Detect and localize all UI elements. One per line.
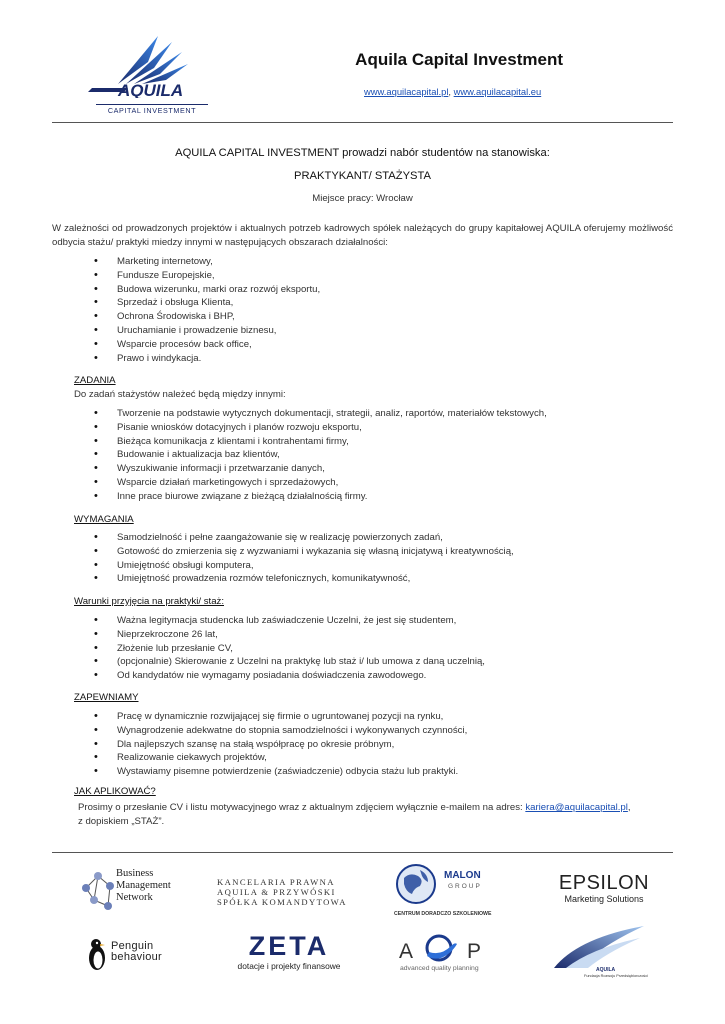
website-link-pl[interactable]: www.aquilacapital.pl [364,86,449,97]
list-item: • Umiejętność prowadzenia rozmów telefonicznych, komunikatywność, [94,572,684,586]
globe-icon [394,862,438,906]
company-name: Aquila Capital Investment [355,50,563,69]
malon-name: MALON [444,870,481,881]
malon-group-label: GROUP [448,883,482,890]
tasks-list [94,407,684,504]
foundation-name: AQUILA [596,967,616,973]
business-management-network-logo [80,866,190,918]
aqp-q-mark-icon [421,932,461,966]
website-links [364,86,541,97]
kancelaria-prawna-logo [217,877,357,907]
list-item: • Tworzenie na podstawie wytycznych dokumentacji, strategii, analiz, raportów, materiałów tekstowych, [94,407,684,421]
foundation-subtitle: Fundacja Rozwoju Przedsiębiorczości [584,974,648,978]
list-item: • Wyszukiwanie informacji i przetwarzanie danych, [94,462,684,476]
list-item: • Od kandydatów nie wymagamy posiadania doświadczenia zawodowego. [94,669,684,683]
list-item: • Wynagrodzenie adekwatne do stopnia samodzielności i wykonywanych czynności, [94,724,684,738]
website-link-eu[interactable]: www.aquilacapital.eu [453,86,542,97]
position-title: PRAKTYKANT/ STAŻYSTA [294,170,431,182]
list-item: • Ważna legitymacja studencka lub zaświadczenie Uczelni, że jest się studentem, [94,614,684,628]
list-item: • Umiejętność obsługi komputera, [94,559,684,573]
bmn-line: Network [116,892,153,903]
intro-paragraph: W zależności od prowadzonych projektów i aktualnych potrzeb kadrowych spółek należących do grupy kapitałowej AQUILA oferujemy możliwość odbycia stażu/ praktyki miedzy innymi w następujących obszarach działalności: [52,223,673,248]
eagle-wing-icon [88,32,218,98]
list-item: • Nieprzekroczone 26 lat, [94,628,684,642]
list-item: • Sprzedaż i obsługa Klienta, [94,296,684,310]
kancelaria-line: KANCELARIA PRAWNA [217,877,335,887]
penguin-line: Penguin [111,940,154,952]
foundation-wing-icon [548,924,648,968]
list-item: • Budowa wizerunku, marki oraz rozwój eksportu, [94,283,684,297]
zeta-subtitle: dotacje i projekty finansowe [237,961,341,971]
network-molecule-icon [80,866,120,916]
conditions-list [94,614,684,683]
list-item: • Prawo i windykacja. [94,352,684,366]
penguin-icon [86,938,108,972]
apply-paragraph [78,801,678,829]
bmn-line: Business [116,868,154,879]
list-item: • Dla najlepszych szansę na stałą współpracę po okresie próbnym, [94,738,684,752]
list-item: • Wystawiamy pisemne potwierdzenie (zaświadczenie) odbycia stażu lub praktyki. [94,765,684,779]
aqp-logo [397,930,497,976]
aquila-foundation-logo [548,924,648,980]
zeta-logo [234,931,344,971]
bmn-line: Management [116,880,171,891]
list-item: • Samodzielność i pełne zaangażowanie się w realizację powierzonych zadań, [94,531,684,545]
offer-list [94,710,684,779]
list-item: • Bieżąca komunikacja z klientami i kontrahentami firmy, [94,435,684,449]
list-item: • Gotowość do zmierzenia się z wyzwaniami i wykazania się własną inicjatywą i kreatywnością, [94,545,684,559]
penguin-wordmark [111,941,162,963]
aqp-letter-a: A [399,940,414,963]
kancelaria-line: AQUILA & PRZYWÓSKI [217,887,336,897]
list-item: • Ochrona Środowiska i BHP, [94,310,684,324]
malon-subtitle: CENTRUM DORADCZO SZKOLENIOWE [394,911,492,917]
apply-tail: , [627,802,631,813]
email-link[interactable]: kariera@aquilacapital.pl [525,802,628,813]
aqp-subtitle: advanced quality planning [400,965,479,972]
aquila-logo [88,32,218,118]
list-item: • Pisanie wniosków dotacyjnych i planów rozwoju eksportu, [94,421,684,435]
areas-list [94,255,684,365]
kancelaria-line: SPÓŁKA KOMANDYTOWA [217,897,347,907]
link-separator: , [448,86,454,97]
list-item: • Fundusze Europejskie, [94,269,684,283]
epsilon-name: EPSILON [558,872,650,894]
zeta-name: ZETA [248,931,330,961]
list-item: • Wsparcie działań marketingowych i sprzedażowych, [94,476,684,490]
malon-group-logo [394,862,494,922]
offer-heading: ZAPEWNIAMY [74,692,139,703]
epsilon-subtitle: Marketing Solutions [564,894,644,904]
apply-heading: JAK APLIKOWAĆ? [74,786,156,797]
conditions-heading: Warunki przyjęcia na praktyki/ staż: [74,596,224,607]
logo-subtitle: CAPITAL INVESTMENT [96,104,208,115]
aqp-letter-p: P [467,940,482,963]
footer-divider [52,852,673,853]
list-item: • Marketing internetowy, [94,255,684,269]
requirements-list [94,531,684,586]
list-item: • Uruchamianie i prowadzenie biznesu, [94,324,684,338]
logo-wordmark: AQUILA [118,81,184,98]
work-location: Miejsce pracy: Wrocław [312,193,413,204]
epsilon-logo [549,872,659,904]
list-item: • Inne prace biurowe związane z bieżącą działalnością firmy. [94,490,684,504]
apply-note: z dopiskiem „STAŻ”. [78,816,165,827]
recruitment-title: AQUILA CAPITAL INVESTMENT prowadzi nabór studentów na stanowiska: [175,147,550,159]
list-item: • Złożenie lub przesłanie CV, [94,642,684,656]
apply-text: Prosimy o przesłanie CV i listu motywacyjnego wraz z aktualnym zdjęciem wyłącznie e-mailem na adres: [78,802,526,813]
penguin-behaviour-logo [86,938,196,974]
list-item: • Realizowanie ciekawych projektów, [94,751,684,765]
tasks-intro: Do zadań stażystów należeć będą między innymi: [74,389,286,400]
list-item: • Budowanie i aktualizacja baz klientów, [94,448,684,462]
header-divider [52,122,673,123]
requirements-heading: WYMAGANIA [74,514,134,525]
list-item: • Pracę w dynamicznie rozwijającej się firmie o ugruntowanej pozycji na rynku, [94,710,684,724]
bmn-wordmark [116,868,171,904]
list-item: • Wsparcie procesów back office, [94,338,684,352]
list-item: • (opcjonalnie) Skierowanie z Uczelni na praktykę lub staż i/ lub umowa z daną uczelnią, [94,655,684,669]
tasks-heading: ZADANIA [74,375,116,386]
penguin-line: behaviour [111,951,163,963]
